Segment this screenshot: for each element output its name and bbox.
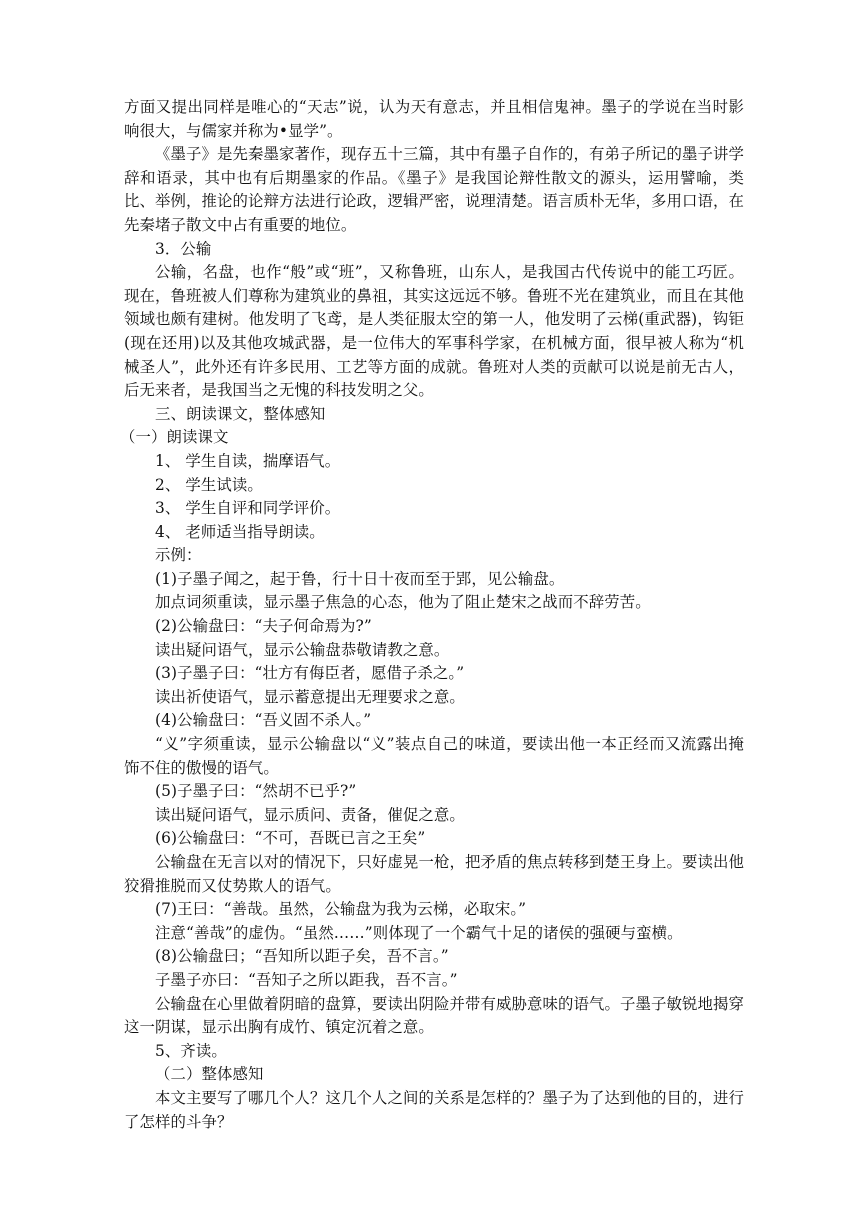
list-item-self-reading: 1、 学生自读，揣摩语气。 [155,451,341,470]
example-7-note: 注意“善哉”的虚伪。“虽然……”则体现了一个霸气十足的诸侯的强硬与蛮横。 [155,923,683,942]
example-5-quote: (5)子墨子曰：“然胡不已乎?” [155,782,357,801]
example-8-quote: (8)公输盘曰；“吾知所以距子矣，吾不言。” [155,947,449,966]
example-4-quote: (4)公输盘曰：“吾义固不杀人。” [155,711,372,730]
subheading-overall-perception: （二）整体感知 [155,1065,264,1084]
section-heading-reading: 三、朗读课文，整体感知 [155,404,326,423]
list-item-group-reading: 5、齐读。 [155,1041,227,1060]
example-1-note: 加点词须重读，显示墨子焦急的心态，他为了阻止楚宋之战而不辞劳苦。 [155,593,651,612]
paragraph-mozi-book: 《墨子》是先秦墨家著作，现存五十三篇，其中有墨子自作的，有弟子所记的墨子讲学辞和语录，其中也有后期墨家的作品。《墨子》是我国论辩性散文的源头，运用譬喻，类比、举例，推论的论辩方法进行论政，逻辑严密，说理清楚。语言质朴无华，多用口语，在先秦堵子散文中占有重要的地位。 [124,145,744,234]
example-3-note: 读出祈使语气，显示蓄意提出无理要求之意。 [155,687,465,706]
paragraph-mozi-intro-end: 方面又提出同样是唯心的“天志”说，认为天有意志，并且相信鬼神。墨子的学说在当时影响很大，与儒家并称为•显学”。 [124,98,744,140]
example-label: 示例： [155,546,202,565]
paragraph-gongshu-bio: 公输，名盘，也作“般”或“班”，又称鲁班，山东人，是我国古代传说中的能工巧匠。现在，鲁班被人们尊称为建筑业的鼻祖，其实这远远不够。鲁班不光在建筑业，而且在其他领域也颇有建树。他发明了飞鸢，是人类征服太空的第一人，他发明了云梯(重武器)，钩钜(现在还用)以及其他攻城武器，是一位伟大的军事科学家，在机械方面，很早被人称为“机械圣人”，此外还有许多民用、工艺等方面的成就。鲁班对人类的贡献可以说是前无古人，后无来者，是我国当之无愧的科技发明之父。 [124,263,744,400]
example-8-note: 公输盘在心里做着阴暗的盘算，要读出阴险并带有威胁意味的语气。子墨子敏锐地揭穿这一阴谋，显示出胸有成竹、镇定沉着之意。 [124,994,744,1037]
paragraph-questions: 本文主要写了哪几个人？这几个人之间的关系是怎样的？墨子为了达到他的目的，进行了怎样的斗争？ [124,1088,744,1131]
example-2-note: 读出疑问语气，显示公输盘恭敬请教之意。 [155,640,450,659]
example-2-quote: (2)公输盘曰：“夫子何命焉为?” [155,617,372,636]
document-body [120,96,744,1134]
example-1-quote: (1)子墨子闻之，起于鲁，行十日十夜而至于郢，见公输盘。 [155,569,565,588]
list-item-evaluation: 3、 学生自评和同学评价。 [155,499,341,518]
example-4-note: “义”字须重读，显示公输盘以“义”装点自己的味道，要读出他一本正经而又流露出掩饰不住的傲慢的语气。 [124,735,744,777]
example-6-quote: (6)公输盘曰：“不可，吾既已言之王矣” [155,829,426,848]
list-item-teacher-guidance: 4、 老师适当指导朗读。 [155,522,325,541]
example-6-note: 公输盘在无言以对的情况下，只好虚晃一枪，把矛盾的焦点转移到楚王身上。要读出他狡猾推脱而又仗势欺人的语气。 [124,853,744,895]
heading-gongshu: 3．公输 [155,239,212,258]
example-8-reply: 子墨子亦曰：“吾知子之所以距我，吾不言。” [155,970,458,989]
subheading-reading-text: （一）朗读课文 [120,428,229,447]
list-item-trial-reading: 2、 学生试读。 [155,475,263,494]
example-5-note: 读出疑问语气，显示质问、责备，催促之意。 [155,805,465,824]
example-3-quote: (3)子墨子曰：“壮方有侮臣者，愿借子杀之。” [155,664,465,683]
example-7-quote: (7)王曰：“善哉。虽然，公输盘为我为云梯，必取宋。” [155,900,527,919]
